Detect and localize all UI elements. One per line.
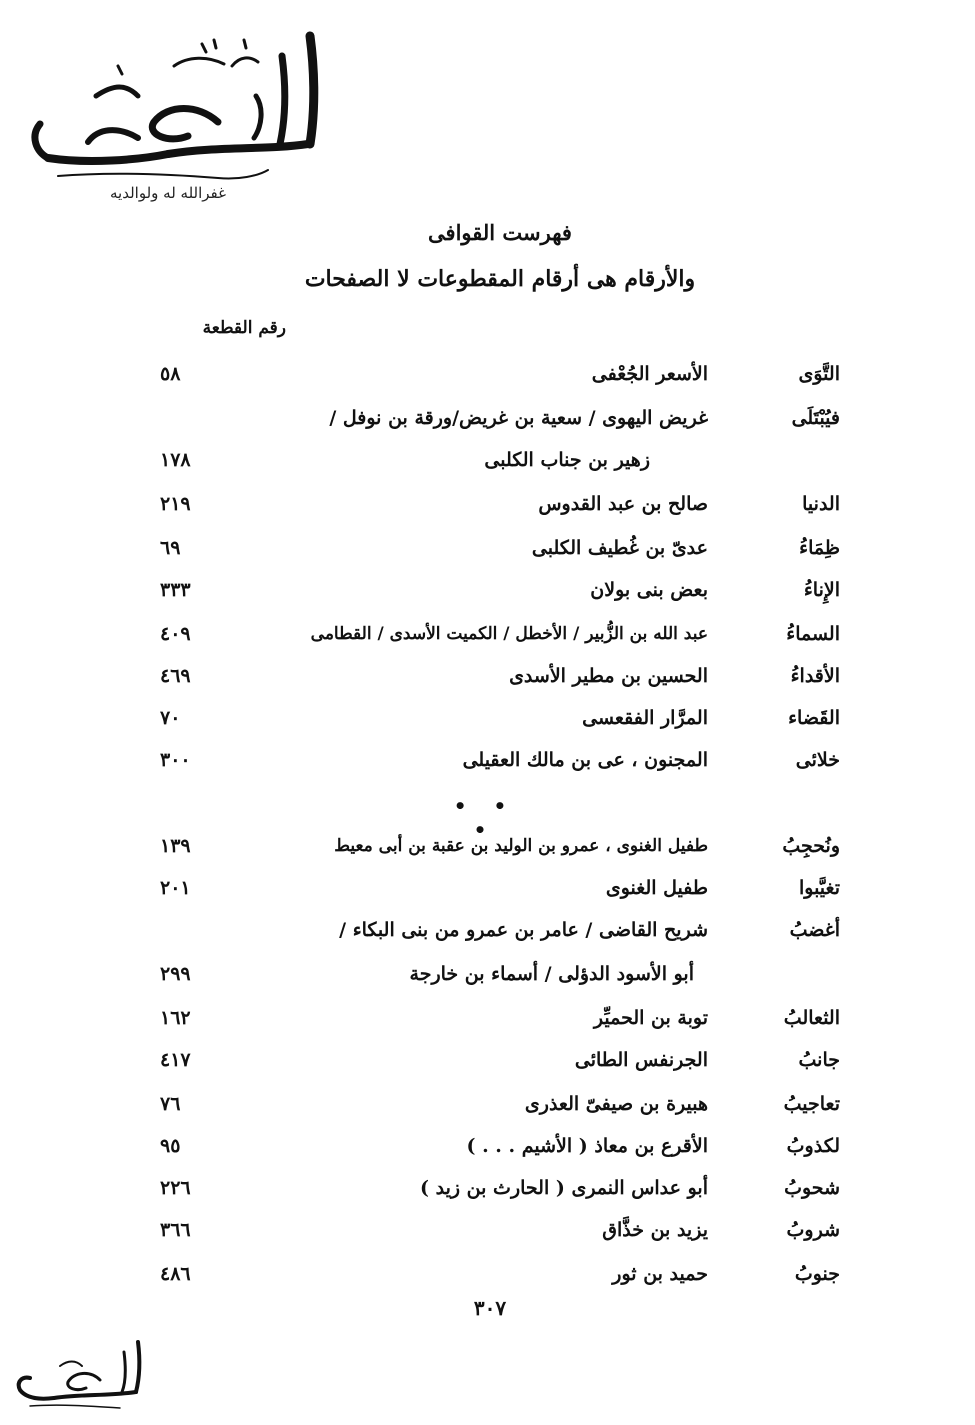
index-row — [160, 486, 840, 522]
rhyme-word: شروبُ — [786, 1219, 840, 1241]
index-row — [160, 400, 840, 436]
poet-names: عبد الله بن الزُّبير / الأخطل / الكميت الأسدى / القطامى — [310, 624, 708, 644]
index-row — [160, 828, 840, 864]
piece-number: ٣٦٦ — [160, 1219, 191, 1241]
poet-names: حميد بن ثور — [612, 1263, 708, 1285]
index-row — [160, 1086, 840, 1122]
rhyme-word: ونُحجِبُ — [782, 835, 840, 857]
piece-number: ٥٨ — [160, 363, 181, 385]
rhyme-word: فيُبْتَلَى — [791, 407, 840, 429]
section-separator: • • • — [453, 794, 517, 842]
piece-number: ٩٥ — [160, 1135, 181, 1157]
rhyme-word: خلائى — [795, 749, 840, 771]
poet-names: طفيل الغنوى — [605, 877, 708, 899]
piece-number: ٣٠٠ — [160, 749, 191, 771]
rhyme-word: التَّوَى — [798, 363, 840, 385]
index-row — [160, 658, 840, 694]
page-number: ٣٠٧ — [473, 1296, 507, 1320]
index-row — [160, 870, 840, 906]
poet-names: الأقرع بن معاذ ( الأشيم . . . ) — [466, 1135, 708, 1157]
poet-names: هبيرة بن صيفىّ العذرى — [524, 1093, 708, 1115]
poet-names: عدىّ بن غُطيف الكلبى — [531, 537, 708, 559]
rhyme-word: ظِمَاءُ — [799, 537, 840, 559]
piece-number: ٢٢٦ — [160, 1177, 191, 1199]
piece-number: ١٧٨ — [160, 449, 191, 471]
piece-number: ٧٠ — [160, 707, 181, 729]
piece-number: ٤٠٩ — [160, 623, 191, 645]
index-row — [160, 1212, 840, 1248]
piece-number: ٤٦٩ — [160, 665, 191, 687]
index-row — [160, 1000, 840, 1036]
piece-number: ٧٦ — [160, 1093, 181, 1115]
poet-names: الجرنفس الطائى — [574, 1049, 708, 1071]
rhyme-word: السماءُ — [786, 623, 840, 645]
poet-names: طفيل الغنوى ، عمرو بن الوليد بن عقبة بن أبى معيط — [334, 836, 708, 856]
index-row — [160, 442, 840, 478]
rhyme-word: الثعالبُ — [783, 1007, 840, 1029]
poet-names: المجنون ، عى بن مالك العقيلى — [462, 749, 708, 771]
piece-number: ٤٨٦ — [160, 1263, 191, 1285]
piece-number: ١٦٢ — [160, 1007, 191, 1029]
rhyme-word: القَضاء — [788, 707, 840, 729]
index-row — [160, 572, 840, 608]
piece-number: ٣٣٣ — [160, 579, 191, 601]
poet-names: غريض اليهوى / سعية بن غريض/ورقة بن نوفل / — [329, 407, 708, 429]
piece-number: ٢٠١ — [160, 877, 191, 899]
poet-names: الحسين بن مطير الأسدى — [509, 665, 708, 687]
index-row — [160, 616, 840, 652]
index-row — [160, 1170, 840, 1206]
poet-names: بعض بنى بولان — [590, 579, 708, 601]
index-row — [160, 956, 840, 992]
rhyme-word: شحوبُ — [784, 1177, 840, 1199]
rhyme-word: الأقداءُ — [790, 665, 840, 687]
index-row — [160, 1256, 840, 1292]
index-row — [160, 912, 840, 948]
rhyme-word: الإِناءُ — [803, 579, 840, 601]
index-subtitle: والأرقام هى أرقام المقطوعات لا الصفحات — [304, 266, 696, 292]
index-row — [160, 742, 840, 778]
piece-number: ٦٩ — [160, 537, 181, 559]
rhyme-word: الدنيا — [802, 493, 840, 515]
calligraphy-logo — [18, 26, 328, 204]
poet-names: الأسعر الجُعْفى — [591, 363, 708, 385]
index-row — [160, 1128, 840, 1164]
column-header-number: رقم القطعة — [202, 318, 286, 338]
logo-motto: غفرالله له ولوالديه — [110, 184, 226, 202]
poet-names: يزيد بن خذَّاق — [602, 1219, 708, 1241]
poet-names: أبو عداس النمرى ( الحارث بن زيد ) — [420, 1177, 708, 1199]
calligraphy-logo-small-graphic — [10, 1336, 148, 1414]
rhyme-word: جنوبُ — [794, 1263, 840, 1285]
index-row — [160, 530, 840, 566]
calligraphy-logo-graphic — [18, 26, 328, 204]
piece-number: ٢٩٩ — [160, 963, 191, 985]
rhyme-word: تعاجيبُ — [783, 1093, 840, 1115]
poet-names: توبة بن الحميِّر — [593, 1007, 708, 1029]
calligraphy-logo-small — [10, 1336, 148, 1414]
rhyme-word: لكذوبُ — [786, 1135, 840, 1157]
poet-names: شريح القاضى / عامر بن عمرو من بنى البكاء / — [339, 919, 708, 941]
rhyme-word: جانبُ — [798, 1049, 840, 1071]
index-row — [160, 700, 840, 736]
index-row — [160, 356, 840, 392]
index-row — [160, 1042, 840, 1078]
piece-number: ١٣٩ — [160, 835, 191, 857]
rhyme-word: أغضبُ — [789, 919, 840, 941]
index-title: فهرست القوافى — [428, 220, 572, 245]
poet-names: زهير بن جناب الكلبى — [484, 449, 650, 471]
poet-names: المرَّار الفقعسى — [582, 707, 708, 729]
rhyme-word: تغيَّبوا — [798, 877, 840, 899]
poet-names: أبو الأسود الدؤلى / أسماء بن خارجة — [409, 963, 694, 985]
poet-names: صالح بن عبد القدوس — [538, 493, 708, 515]
piece-number: ٤١٧ — [160, 1049, 191, 1071]
piece-number: ٢١٩ — [160, 493, 191, 515]
